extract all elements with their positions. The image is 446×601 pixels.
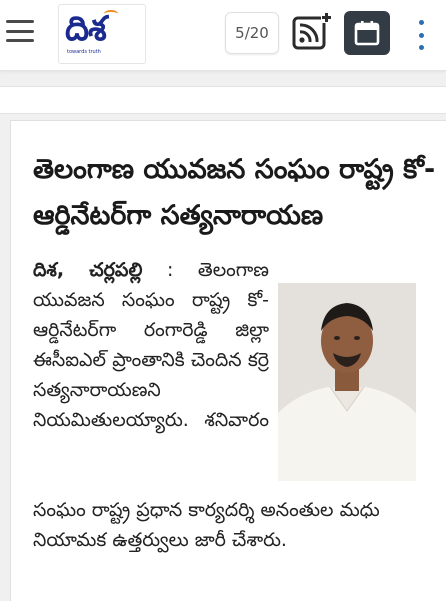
article-clipping <box>10 120 446 601</box>
logo-tagline: towards truth <box>67 49 101 55</box>
section-strip <box>0 86 446 114</box>
article-dateline: దిశ, చర్లపల్లి <box>33 259 143 281</box>
disha-logo[interactable] <box>58 4 146 64</box>
hamburger-menu-icon[interactable] <box>6 20 34 42</box>
article-lead: దిశ, చర్లపల్లి : తెలంగాణ యువజన సంఘం రాష్ట్ర కో-ఆర్డినేటర్‌గా రంగారెడ్డి జిల్లా ఈసీఐఎల్ ప్రాంతానికి చెందిన కర్రె సత్యనారాయణని నియమితులయ్యారు. శనివారం <box>33 259 270 431</box>
article-lead-text: తెలంగాణ యువజన సంఘం రాష్ట్ర కో-ఆర్డినేటర్‌గా రంగారెడ్డి జిల్లా ఈసీఐఎల్ ప్రాంతానికి చెందిన కర్రె సత్యనారాయణని నియమితులయ్యారు. శనివారం <box>33 259 270 431</box>
page-counter[interactable]: 5/20 <box>225 12 279 54</box>
share-feed-icon[interactable] <box>291 11 333 53</box>
calendar-button[interactable] <box>344 11 390 55</box>
logo-wordmark: దిశ <box>65 9 106 49</box>
article-headline: తెలంగాణ యువజన సంఘం రాష్ట్ర కో-ఆర్డినేటర్‌గా సత్యనారాయణ <box>33 154 436 231</box>
person-photo <box>278 283 416 481</box>
calendar-icon <box>354 20 380 46</box>
more-vertical-icon[interactable] <box>413 20 429 50</box>
article-continuation: సంఘం రాష్ట్ర ప్రధాన కార్యదర్శి అనంతుల మధు నియామక ఉత్తర్వులు జారీ చేశారు. <box>33 499 380 551</box>
top-app-bar <box>0 0 446 71</box>
logo-accent <box>104 10 118 18</box>
